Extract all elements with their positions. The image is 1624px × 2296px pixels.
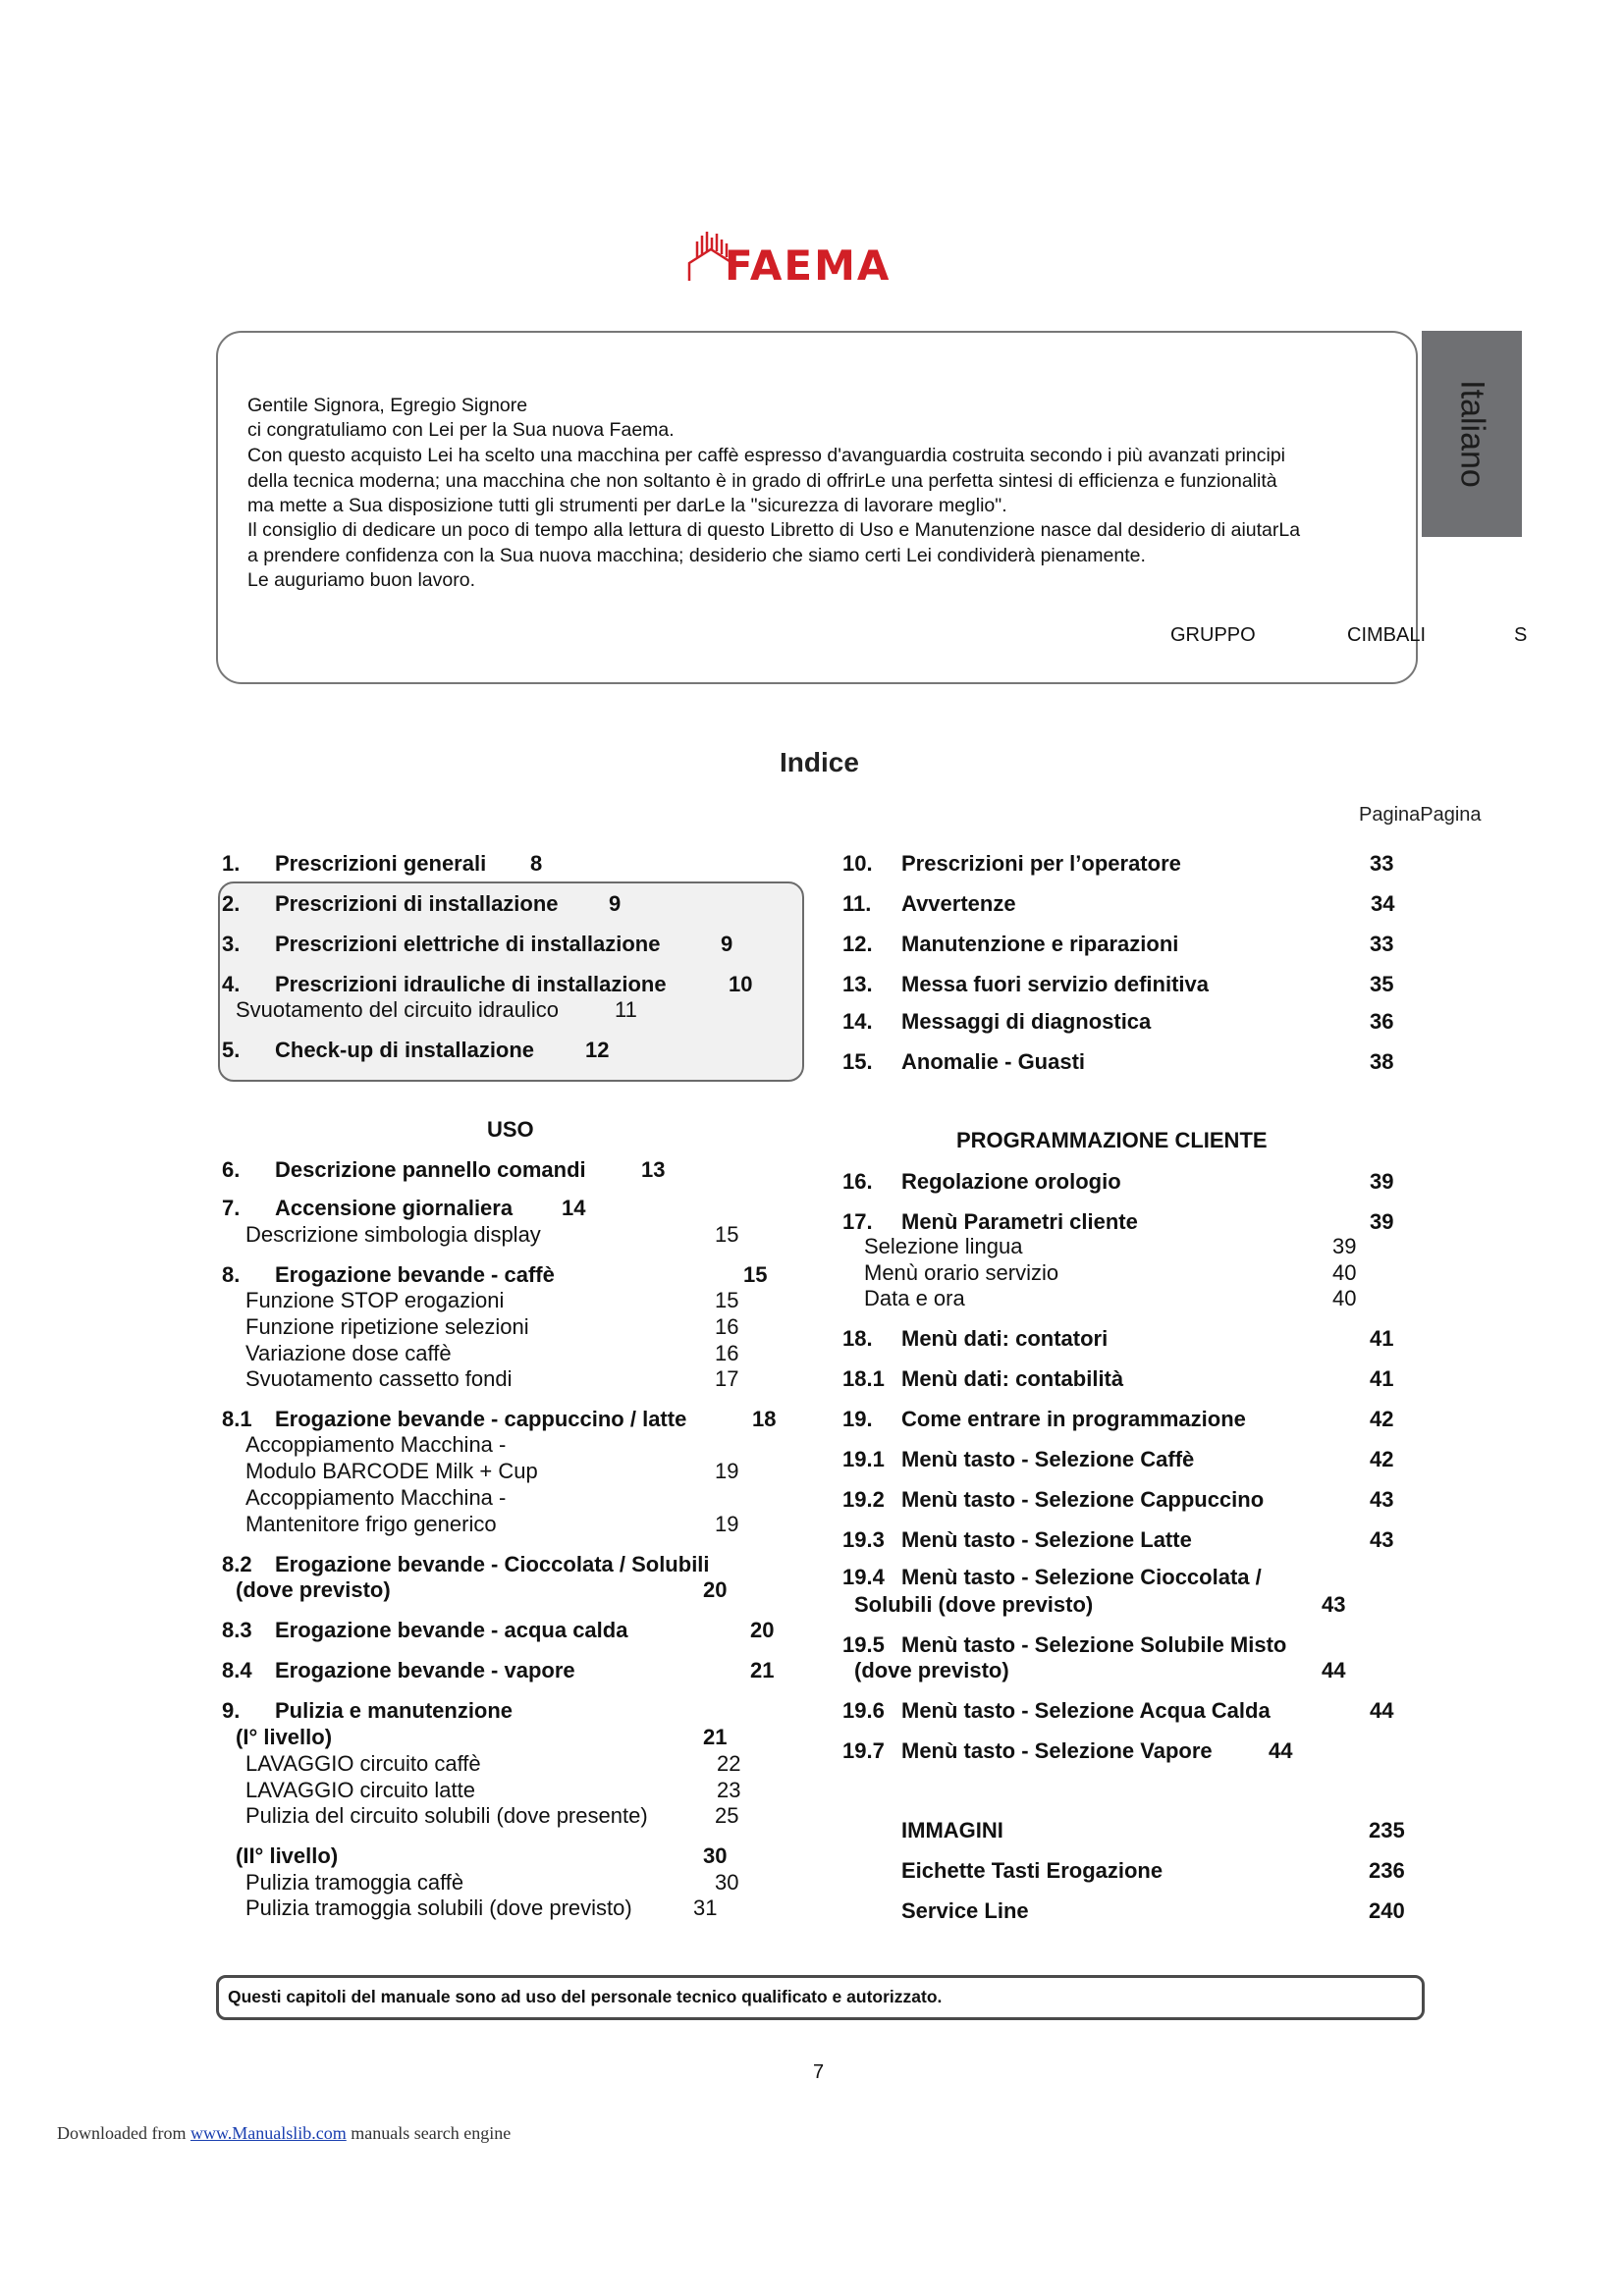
toc-label: Come entrare in programmazione [901,1407,1246,1431]
toc-label: Menù tasto - Selezione Caffè [901,1447,1195,1471]
page-column-header: PaginaPagina [1359,804,1482,826]
greeting-line: Le auguriamo buon lavoro. [247,569,475,591]
toc-page: 35 [1370,972,1394,996]
greeting-line: ma mette a Sua disposizione tutti gli strumenti per darLe la "sicurezza di lavorare meglio". [247,495,1007,516]
toc-page: 21 [703,1725,728,1749]
toc-sublabel: Modulo BARCODE Milk + Cup [245,1459,538,1483]
page-number: 7 [813,2061,825,2083]
toc-sublabel: Pulizia tramoggia solubili (dove previsto) [245,1896,632,1920]
prog-section-header: PROGRAMMAZIONE CLIENTE [956,1128,1268,1152]
toc-number: 9. [222,1698,241,1723]
toc-sublabel: Svuotamento del circuito idraulico [236,997,559,1022]
toc-sublabel: Pulizia tramoggia caffè [245,1870,464,1895]
toc-page: 30 [715,1870,739,1895]
toc-page: 40 [1332,1286,1357,1310]
toc-sublabel: Menù orario servizio [864,1260,1059,1285]
logo-text: FAEMA [725,241,892,290]
toc-number: 8. [222,1262,241,1287]
toc-number: 7. [222,1196,241,1220]
toc-page: 20 [750,1618,775,1642]
toc-page: 33 [1370,851,1394,876]
toc-page: 42 [1370,1407,1394,1431]
toc-page: 19 [715,1512,739,1536]
toc-page: 16 [715,1314,739,1339]
toc-sublabel: Funzione ripetizione selezioni [245,1314,529,1339]
toc-number: 11. [842,891,872,916]
toc-sublabel: Svuotamento cassetto fondi [245,1366,513,1391]
toc-label: (dove previsto) [236,1577,391,1602]
toc-label: Erogazione bevande - vapore [275,1658,575,1682]
toc-label: Avvertenze [901,891,1016,916]
toc-number: 19.5 [842,1632,885,1657]
toc-number: 4. [222,972,241,996]
toc-label: Eichette Tasti Erogazione [901,1858,1164,1883]
toc-label: Menù tasto - Selezione Acqua Calda [901,1698,1271,1723]
toc-number: 19.4 [842,1565,885,1589]
toc-page: 20 [703,1577,728,1602]
toc-page: 33 [1370,932,1394,956]
toc-page: 23 [717,1778,741,1802]
toc-page: 30 [703,1843,728,1868]
toc-page: 10 [729,972,753,996]
toc-label: Solubili (dove previsto) [854,1592,1094,1617]
toc-label: Prescrizioni elettriche di installazione [275,932,661,956]
toc-label: Erogazione bevande - acqua calda [275,1618,628,1642]
toc-label: (dove previsto) [854,1658,1009,1682]
toc-page: 40 [1332,1260,1357,1285]
toc-sublabel: Variazione dose caffè [245,1341,452,1365]
toc-number: 8.4 [222,1658,252,1682]
toc-label: Menù dati: contatori [901,1326,1109,1351]
toc-page: 39 [1332,1234,1357,1258]
toc-label: Menù tasto - Selezione Vapore [901,1738,1213,1763]
signature-word: S [1514,624,1528,646]
toc-page: 9 [721,932,733,956]
toc-number: 3. [222,932,241,956]
greeting-line: a prendere confidenza con la Sua nuova macchina; desiderio che siamo certi Lei condividerà pienamente. [247,545,1146,566]
toc-page: 14 [562,1196,586,1220]
toc-page: 36 [1370,1009,1394,1034]
toc-label: Messaggi di diagnostica [901,1009,1152,1034]
toc-label: Manutenzione e riparazioni [901,932,1179,956]
toc-page: 18 [752,1407,777,1431]
toc-label: Anomalie - Guasti [901,1049,1086,1074]
toc-label: Pulizia e manutenzione [275,1698,514,1723]
toc-number: 8.1 [222,1407,252,1431]
footer-prefix: Downloaded from [57,2123,187,2143]
toc-page: 9 [609,891,622,916]
footer-link[interactable]: www.Manualslib.com [189,2123,347,2143]
toc-sublabel: Accoppiamento Macchina - [245,1485,507,1510]
toc-page: 44 [1322,1658,1346,1682]
toc-label: Descrizione pannello comandi [275,1157,586,1182]
toc-label: Menù tasto - Selezione Cappuccino [901,1487,1265,1512]
toc-sublabel: Selezione lingua [864,1234,1023,1258]
toc-label: Prescrizioni idrauliche di installazione [275,972,667,996]
toc-page: 22 [717,1751,741,1776]
toc-number: 13. [842,972,873,996]
toc-label: Check-up di installazione [275,1038,535,1062]
toc-number: 2. [222,891,241,916]
toc-number: 15. [842,1049,873,1074]
toc-number: 8.3 [222,1618,252,1642]
toc-page: 16 [715,1341,739,1365]
toc-label: Menù dati: contabilità [901,1366,1124,1391]
toc-page: 39 [1370,1169,1394,1194]
toc-number: 5. [222,1038,241,1062]
toc-sublabel: Accoppiamento Macchina - [245,1432,507,1457]
toc-number: 17. [842,1209,873,1234]
toc-page: 11 [615,997,637,1022]
toc-page: 21 [750,1658,775,1682]
toc-page: 240 [1369,1898,1405,1923]
toc-number: 18. [842,1326,873,1351]
language-tab-label: Italiano [1453,380,1491,488]
toc-number: 19.2 [842,1487,885,1512]
index-title: Indice [780,747,859,777]
toc-label: Service Line [901,1898,1029,1923]
toc-number: 18.1 [842,1366,885,1391]
toc-label: Menù tasto - Selezione Cioccolata / [901,1565,1262,1589]
toc-page: 44 [1269,1738,1293,1763]
toc-page: 43 [1370,1527,1394,1552]
toc-number: 10. [842,851,873,876]
download-footer [57,2123,511,2144]
toc-number: 1. [222,851,241,876]
toc-number: 19.1 [842,1447,885,1471]
toc-page: 31 [693,1896,718,1920]
toc-number: 6. [222,1157,241,1182]
toc-label: Erogazione bevande - caffè [275,1262,555,1287]
uso-section-header: USO [487,1117,534,1142]
toc-page: 43 [1370,1487,1394,1512]
greeting-line: Il consiglio di dedicare un poco di tempo alla lettura di questo Libretto di Uso e Manutenzione nasce dal desiderio di aiutarLa [247,519,1301,541]
toc-page: 236 [1369,1858,1405,1883]
greeting-line: Gentile Signora, Egregio Signore [247,395,528,416]
toc-sublabel: Mantenitore frigo generico [245,1512,497,1536]
toc-number: 19.7 [842,1738,885,1763]
toc-page: 17 [715,1366,739,1391]
toc-page: 44 [1370,1698,1394,1723]
toc-number: 19. [842,1407,873,1431]
technical-note-text: Questi capitoli del manuale sono ad uso del personale tecnico qualificato e autorizzato. [228,1987,943,2006]
greeting-line: ci congratuliamo con Lei per la Sua nuova Faema. [247,419,675,441]
language-tab [1422,331,1522,537]
toc-label: Prescrizioni di installazione [275,891,559,916]
toc-sublabel: Data e ora [864,1286,965,1310]
toc-page: 43 [1322,1592,1346,1617]
toc-label: Regolazione orologio [901,1169,1121,1194]
toc-page: 15 [715,1222,739,1247]
toc-page: 19 [715,1459,739,1483]
toc-page: 13 [641,1157,666,1182]
toc-page: 41 [1370,1366,1394,1391]
toc-sublabel: Pulizia del circuito solubili (dove presente) [245,1803,648,1828]
greeting-line: della tecnica moderna; una macchina che non soltanto è in grado di offrirLe una perfetta sintesi di efficienza e funzionalità [247,470,1277,492]
toc-sublabel: LAVAGGIO circuito caffè [245,1751,481,1776]
toc-page: 12 [585,1038,610,1062]
toc-label: Accensione giornaliera [275,1196,514,1220]
toc-page: 8 [530,851,543,876]
toc-page: 42 [1370,1447,1394,1471]
toc-number: 19.6 [842,1698,885,1723]
toc-page: 235 [1369,1818,1405,1842]
faema-logo [685,228,952,290]
toc-page: 15 [743,1262,768,1287]
toc-page: 15 [715,1288,739,1312]
toc-page: 34 [1371,891,1395,916]
toc-label: (II° livello) [236,1843,339,1868]
toc-number: 8.2 [222,1552,252,1576]
toc-number: 14. [842,1009,873,1034]
toc-label: Erogazione bevande - cappuccino / latte [275,1407,687,1431]
toc-label: Prescrizioni generali [275,851,487,876]
toc-number: 19.3 [842,1527,885,1552]
toc-label: (I° livello) [236,1725,333,1749]
toc-page: 38 [1370,1049,1394,1074]
toc-label: Prescrizioni per l’operatore [901,851,1181,876]
signature-word: GRUPPO [1170,624,1256,646]
signature-word: CIMBALI [1347,624,1427,646]
toc-page: 39 [1370,1209,1394,1234]
toc-sublabel: Descrizione simbologia display [245,1222,541,1247]
toc-page: 25 [715,1803,739,1828]
toc-label: Messa fuori servizio definitiva [901,972,1209,996]
toc-number: 12. [842,932,873,956]
toc-label: Menù tasto - Selezione Solubile Misto [901,1632,1287,1657]
toc-label: Menù tasto - Selezione Latte [901,1527,1192,1552]
footer-suffix: manuals search engine [351,2123,512,2143]
toc-sublabel: LAVAGGIO circuito latte [245,1778,475,1802]
toc-sublabel: Funzione STOP erogazioni [245,1288,505,1312]
toc-page: 41 [1370,1326,1394,1351]
toc-label: Erogazione bevande - Cioccolata / Solubili [275,1552,710,1576]
toc-number: 16. [842,1169,873,1194]
toc-label: IMMAGINI [901,1818,1003,1842]
greeting-line: Con questo acquisto Lei ha scelto una macchina per caffè espresso d'avanguardia costruita secondo i più avanzati principi [247,445,1286,466]
toc-label: Menù Parametri cliente [901,1209,1138,1234]
